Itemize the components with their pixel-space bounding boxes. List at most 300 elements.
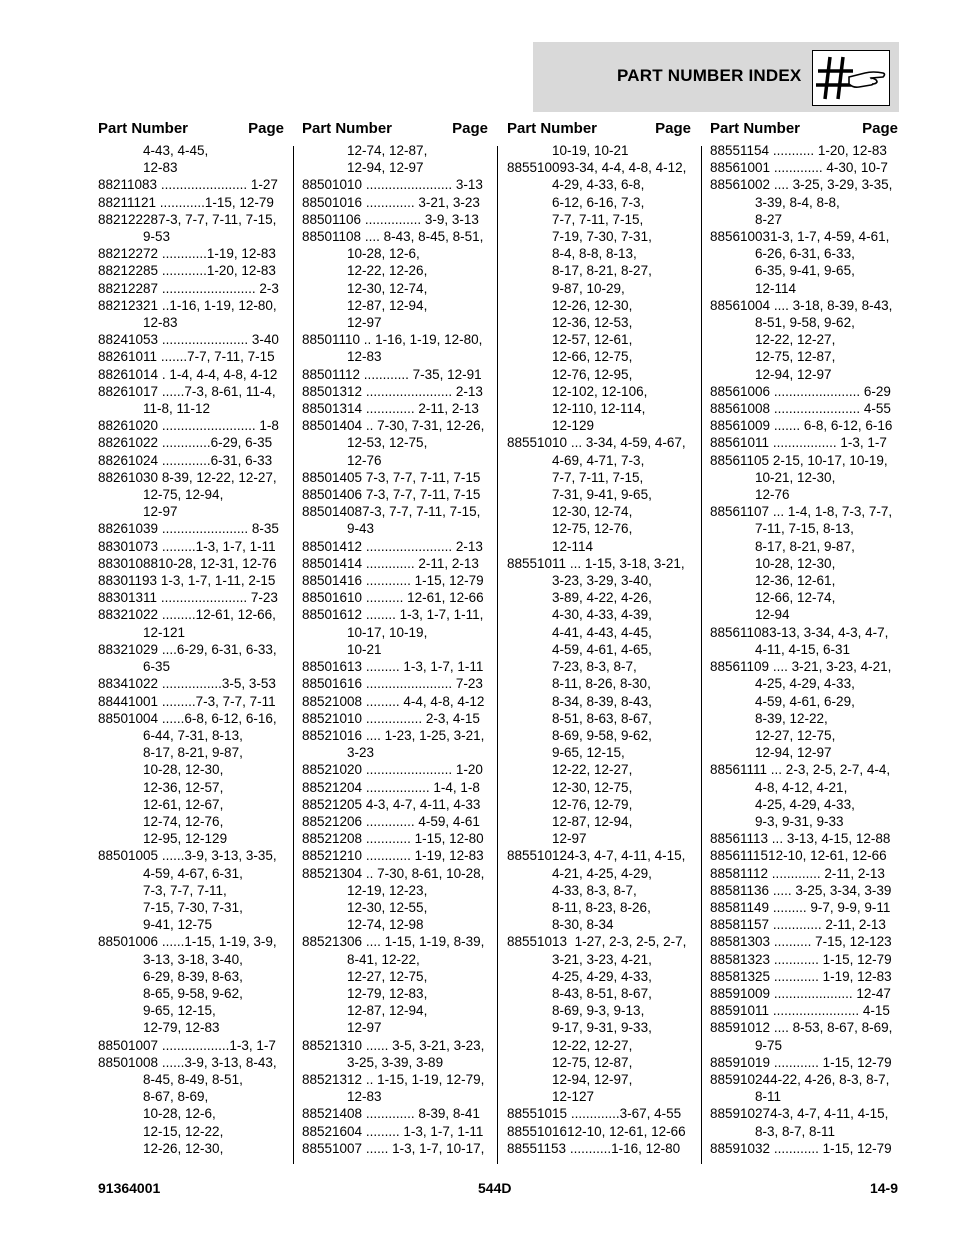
index-entry-line bbox=[98, 434, 284, 451]
index-entry-line bbox=[710, 555, 898, 572]
index-entry-line bbox=[507, 985, 691, 1002]
index-entry-text: 88301193 1-3, 1-7, 1-11, 2-15 bbox=[98, 573, 276, 589]
index-entry-line bbox=[710, 933, 898, 950]
index-entry-line bbox=[98, 194, 284, 211]
index-entry-line bbox=[302, 641, 488, 658]
index-entry-text: 12-94, 12-97, bbox=[507, 1071, 633, 1087]
index-entry-line bbox=[302, 1140, 488, 1157]
index-entry-text: 12-30, 12-74, bbox=[507, 504, 633, 520]
index-entry-line bbox=[302, 1054, 488, 1071]
index-entry-text: 8-34, 8-39, 8-43, bbox=[507, 693, 652, 709]
entry-list bbox=[98, 142, 284, 1157]
index-entry-line bbox=[710, 727, 898, 744]
index-entry-line bbox=[98, 228, 284, 245]
index-entry-line bbox=[507, 1019, 691, 1036]
index-entry-text: 12-53, 12-75, bbox=[302, 435, 428, 451]
index-entry-line bbox=[710, 985, 898, 1002]
index-entry-text: 88551015 .............3-67, 4-55 bbox=[507, 1106, 682, 1122]
index-entry-text: 12-83 bbox=[98, 160, 178, 176]
index-entry-text: 4-21, 4-25, 4-29, bbox=[507, 865, 652, 881]
header-banner bbox=[533, 42, 899, 112]
index-entry-text: 8-41, 12-22, bbox=[302, 951, 420, 967]
index-entry-line bbox=[710, 228, 898, 245]
index-entry-line bbox=[507, 641, 691, 658]
index-entry-line bbox=[507, 280, 691, 297]
index-entry-text: 885610031-3, 1-7, 4-59, 4-61, bbox=[710, 229, 890, 245]
index-entry-line bbox=[98, 262, 284, 279]
index-entry-line bbox=[507, 314, 691, 331]
index-entry-line bbox=[98, 641, 284, 658]
column-divider bbox=[701, 146, 702, 1164]
index-entry-line bbox=[507, 933, 691, 950]
index-entry-line bbox=[302, 985, 488, 1002]
index-entry-text: 6-44, 7-31, 8-13, bbox=[98, 727, 243, 743]
index-entry-text: 12-127 bbox=[507, 1089, 595, 1105]
index-entry-line bbox=[302, 1037, 488, 1054]
index-entry-text: 88501108 .... 8-43, 8-45, 8-51, bbox=[302, 229, 484, 245]
index-entry-line bbox=[507, 486, 691, 503]
index-entry-text: 12-75, 12-87, bbox=[507, 1054, 633, 1070]
index-entry-line bbox=[710, 366, 898, 383]
index-entry-text: 3-89, 4-22, 4-26, bbox=[507, 590, 652, 606]
column-divider bbox=[497, 146, 498, 1164]
index-entry-text: 12-121 bbox=[98, 624, 186, 640]
index-entry-text: 4-41, 4-43, 4-45, bbox=[507, 624, 652, 640]
index-entry-line bbox=[98, 589, 284, 606]
index-entry-text: 7-7, 7-11, 7-15, bbox=[507, 469, 644, 485]
part-number-heading: Part Number bbox=[507, 120, 598, 137]
index-entry-line bbox=[507, 951, 691, 968]
index-entry-text: 88501010 ....................... 3-13 bbox=[302, 177, 483, 193]
index-entry-text: 88551007 ...... 1-3, 1-7, 10-17, bbox=[302, 1140, 485, 1156]
index-entry-line bbox=[98, 727, 284, 744]
index-entry-text: 12-19, 12-23, bbox=[302, 882, 428, 898]
footer-page-number: 14-9 bbox=[869, 1180, 898, 1196]
index-entry-text: 12-22, 12-27, bbox=[507, 762, 633, 778]
index-entry-text: 12-74, 12-76, bbox=[98, 813, 224, 829]
index-entry-line bbox=[507, 916, 691, 933]
index-entry-text: 10-21 bbox=[302, 641, 382, 657]
index-entry-text: 88211083 ....................... 1-27 bbox=[98, 177, 278, 193]
index-entry-line bbox=[710, 847, 898, 864]
index-entry-text: 88212321 ..1-16, 1-19, 12-80, bbox=[98, 297, 277, 313]
index-entry-text: 12-76, 12-79, bbox=[507, 796, 633, 812]
index-entry-text: 88501405 7-3, 7-7, 7-11, 7-15 bbox=[302, 469, 481, 485]
index-entry-text: 88212272 ............1-19, 12-83 bbox=[98, 246, 276, 262]
index-entry-line bbox=[710, 1123, 898, 1140]
index-entry-line bbox=[507, 1123, 691, 1140]
index-entry-text: 12-36, 12-53, bbox=[507, 315, 633, 331]
index-entry-text: 12-57, 12-61, bbox=[507, 332, 633, 348]
index-entry-text: 12-22, 12-27, bbox=[710, 332, 836, 348]
index-entry-text: 6-26, 6-31, 6-33, bbox=[710, 246, 855, 262]
index-entry-line bbox=[98, 1037, 284, 1054]
index-entry-text: 9-43 bbox=[302, 521, 375, 537]
index-entry-text: 88261014 . 1-4, 4-4, 4-8, 4-12 bbox=[98, 366, 278, 382]
index-entry-text: 4-25, 4-29, 4-33, bbox=[710, 676, 855, 692]
index-entry-text: 88561004 .... 3-18, 8-39, 8-43, bbox=[710, 297, 893, 313]
index-entry-text: 885910274-3, 4-7, 4-11, 4-15, bbox=[710, 1106, 889, 1122]
index-entry-line bbox=[98, 400, 284, 417]
index-entry-text: 3-25, 3-39, 3-89 bbox=[302, 1054, 444, 1070]
index-entry-line bbox=[710, 1037, 898, 1054]
index-entry-line bbox=[710, 796, 898, 813]
index-entry-text: 6-35, 9-41, 9-65, bbox=[710, 263, 855, 279]
index-entry-text: 4-59, 4-61, 6-29, bbox=[710, 693, 855, 709]
index-entry-line bbox=[302, 400, 488, 417]
index-entry-text: 3-39, 8-4, 8-8, bbox=[710, 194, 840, 210]
index-entry-text: 4-25, 4-29, 4-33, bbox=[507, 968, 652, 984]
index-entry-line bbox=[302, 951, 488, 968]
index-entry-line bbox=[507, 624, 691, 641]
index-entry-text: 4-11, 4-15, 6-31 bbox=[710, 641, 851, 657]
index-entry-line bbox=[302, 417, 488, 434]
index-entry-text: 88521016 .... 1-23, 1-25, 3-21, bbox=[302, 727, 485, 743]
index-entry-line bbox=[98, 520, 284, 537]
index-entry-line bbox=[710, 899, 898, 916]
index-entry-line bbox=[302, 1088, 488, 1105]
index-entry-line bbox=[710, 297, 898, 314]
index-entry-line bbox=[507, 1071, 691, 1088]
column-header bbox=[98, 118, 284, 140]
index-entry-line bbox=[302, 331, 488, 348]
index-entry-line bbox=[710, 658, 898, 675]
index-entry-text: 12-26, 12-30, bbox=[507, 297, 633, 313]
column-divider bbox=[293, 146, 294, 1164]
index-entry-text: 6-29, 8-39, 8-63, bbox=[98, 968, 243, 984]
index-entry-text: 88521208 ............ 1-15, 12-80 bbox=[302, 831, 484, 847]
index-entry-text: 9-87, 10-29, bbox=[507, 280, 625, 296]
index-entry-text: 885910244-22, 4-26, 8-3, 8-7, bbox=[710, 1071, 890, 1087]
entry-list bbox=[710, 142, 898, 1157]
index-entry-line bbox=[98, 159, 284, 176]
index-entry-line bbox=[98, 796, 284, 813]
index-entry-text: 12-97 bbox=[98, 504, 178, 520]
index-entry-line bbox=[710, 486, 898, 503]
index-entry-line bbox=[98, 985, 284, 1002]
index-entry-line bbox=[98, 1054, 284, 1071]
index-entry-text: 88561001 ............. 4-30, 10-7 bbox=[710, 160, 888, 176]
index-entry-line bbox=[302, 469, 488, 486]
index-entry-text: 9-17, 9-31, 9-33, bbox=[507, 1020, 652, 1036]
index-entry-text: 88501416 ............ 1-15, 12-79 bbox=[302, 573, 484, 589]
index-entry-text: 88561006 ....................... 6-29 bbox=[710, 383, 891, 399]
index-entry-line bbox=[507, 865, 691, 882]
index-entry-text: 88501008 ......3-9, 3-13, 8-43, bbox=[98, 1054, 277, 1070]
index-entry-text: 4-69, 4-71, 7-3, bbox=[507, 452, 645, 468]
index-entry-text: 12-102, 12-106, bbox=[507, 383, 648, 399]
index-entry-line bbox=[302, 710, 488, 727]
index-entry-line bbox=[302, 572, 488, 589]
index-entry-line bbox=[507, 727, 691, 744]
index-entry-line bbox=[710, 675, 898, 692]
index-entry-text: 4-25, 4-29, 4-33, bbox=[710, 796, 855, 812]
index-entry-line bbox=[98, 572, 284, 589]
index-entry-line bbox=[98, 383, 284, 400]
index-entry-text: 88261024 .............6-31, 6-33 bbox=[98, 452, 273, 468]
index-entry-text: 88551011 ... 1-15, 3-18, 3-21, bbox=[507, 555, 685, 571]
index-entry-line bbox=[710, 1054, 898, 1071]
index-entry-text: 12-94, 12-97 bbox=[710, 366, 832, 382]
index-entry-line bbox=[710, 624, 898, 641]
index-entry-line bbox=[507, 710, 691, 727]
index-entry-text: 4-8, 4-12, 4-21, bbox=[710, 779, 848, 795]
index-entry-text: 88301311 ....................... 7-23 bbox=[98, 590, 278, 606]
index-entry-text: 9-3, 9-31, 9-33 bbox=[710, 813, 844, 829]
index-entry-line bbox=[710, 314, 898, 331]
index-entry-text: 8-11, 8-26, 8-30, bbox=[507, 676, 651, 692]
index-entry-text: 8-17, 8-21, 9-87, bbox=[98, 745, 243, 761]
index-entry-text: 10-28, 12-30, bbox=[98, 762, 224, 778]
page-heading: Page bbox=[862, 120, 898, 137]
index-entry-line bbox=[98, 606, 284, 623]
index-entry-line bbox=[98, 1140, 284, 1157]
index-entry-text: 6-35 bbox=[98, 659, 171, 675]
index-entry-text: 12-74, 12-98 bbox=[302, 917, 424, 933]
index-entry-line bbox=[507, 452, 691, 469]
index-entry-line bbox=[710, 1071, 898, 1088]
index-entry-text: 88581136 ..... 3-25, 3-34, 3-39 bbox=[710, 882, 892, 898]
index-entry-line bbox=[98, 658, 284, 675]
index-entry-line bbox=[302, 211, 488, 228]
index-entry-line bbox=[98, 469, 284, 486]
index-entry-text: 8856111512-10, 12-61, 12-66 bbox=[710, 848, 887, 864]
index-entry-text: 10-17, 10-19, bbox=[302, 624, 428, 640]
index-entry-line bbox=[98, 417, 284, 434]
index-entry-line bbox=[710, 710, 898, 727]
index-entry-line bbox=[98, 1002, 284, 1019]
index-entry-text: 88521008 ......... 4-4, 4-8, 4-12 bbox=[302, 693, 485, 709]
index-entry-line bbox=[710, 538, 898, 555]
index-entry-text: 88321022 .........12-61, 12-66, bbox=[98, 607, 276, 623]
index-entry-text: 88501007 ..................1-3, 1-7 bbox=[98, 1037, 276, 1053]
hash-pointing-hand-icon bbox=[812, 50, 890, 106]
index-entry-text: 88501312 ....................... 2-13 bbox=[302, 383, 483, 399]
index-entry-line bbox=[507, 194, 691, 211]
index-entry-line bbox=[507, 572, 691, 589]
index-entry-line bbox=[710, 1140, 898, 1157]
index-entry-line bbox=[507, 297, 691, 314]
index-entry-line bbox=[710, 452, 898, 469]
index-entry-text: 88521020 ....................... 1-20 bbox=[302, 762, 483, 778]
footer-model: 544D bbox=[478, 1180, 512, 1196]
index-entry-line bbox=[710, 245, 898, 262]
index-entry-line bbox=[98, 779, 284, 796]
index-entry-text: 8-65, 9-58, 9-62, bbox=[98, 985, 243, 1001]
index-entry-text: 12-87, 12-94, bbox=[507, 813, 633, 829]
index-entry-text: 88261011 .......7-7, 7-11, 7-15 bbox=[98, 349, 275, 365]
index-entry-text: 88561109 .... 3-21, 3-23, 4-21, bbox=[710, 659, 892, 675]
index-entry-text: 88551154 ........... 1-20, 12-83 bbox=[710, 143, 887, 158]
column-header bbox=[710, 118, 898, 140]
index-entry-line bbox=[710, 606, 898, 623]
index-entry-text: 88501414 ............. 2-11, 2-13 bbox=[302, 555, 479, 571]
index-entry-text: 12-97 bbox=[302, 1020, 382, 1036]
index-entry-text: 88501610 .......... 12-61, 12-66 bbox=[302, 590, 484, 606]
index-entry-text: 12-87, 12-94, bbox=[302, 1003, 428, 1019]
index-entry-text: 12-22, 12-27, bbox=[507, 1037, 633, 1053]
index-entry-text: 88241053 ....................... 3-40 bbox=[98, 332, 279, 348]
index-entry-line bbox=[507, 675, 691, 692]
index-entry-line bbox=[710, 1019, 898, 1036]
index-entry-text: 8-45, 8-49, 8-51, bbox=[98, 1071, 243, 1087]
index-entry-line bbox=[507, 555, 691, 572]
index-entry-text: 88521306 .... 1-15, 1-19, 8-39, bbox=[302, 934, 485, 950]
index-entry-text: 8-30, 8-34 bbox=[507, 917, 614, 933]
index-entry-line bbox=[98, 899, 284, 916]
index-entry-text: 12-97 bbox=[302, 315, 382, 331]
footer-doc-number: 91364001 bbox=[98, 1180, 161, 1196]
index-entry-line bbox=[302, 813, 488, 830]
index-entry-line bbox=[98, 314, 284, 331]
index-entry-line bbox=[507, 417, 691, 434]
index-entry-line bbox=[507, 1037, 691, 1054]
index-entry-text: 88591011 ....................... 4-15 bbox=[710, 1003, 890, 1019]
index-entry-line bbox=[302, 693, 488, 710]
index-entry-text: 12-27, 12-75, bbox=[302, 968, 428, 984]
index-entry-text: 88581303 .......... 7-15, 12-123 bbox=[710, 934, 892, 950]
index-entry-text: 8-11 bbox=[710, 1089, 782, 1105]
index-entry-text: 12-74, 12-87, bbox=[302, 143, 428, 158]
index-entry-line bbox=[98, 813, 284, 830]
index-entry-text: 88581112 ............. 2-11, 2-13 bbox=[710, 865, 885, 881]
index-entry-line bbox=[710, 503, 898, 520]
index-entry-text: 11-8, 11-12 bbox=[98, 401, 211, 417]
index-entry-text: 88341022 ................3-5, 3-53 bbox=[98, 676, 276, 692]
index-entry-text: 12-75, 12-94, bbox=[98, 487, 224, 503]
index-entry-line bbox=[98, 280, 284, 297]
index-entry-text: 88521304 .. 7-30, 8-61, 10-28, bbox=[302, 865, 485, 881]
index-entry-line bbox=[710, 779, 898, 796]
index-entry-line bbox=[98, 1019, 284, 1036]
index-entry-text: 8830108810-28, 12-31, 12-76 bbox=[98, 555, 277, 571]
index-entry-line bbox=[507, 503, 691, 520]
index-entry-text: 88321029 ....6-29, 6-31, 6-33, bbox=[98, 641, 277, 657]
index-entry-line bbox=[507, 693, 691, 710]
index-entry-line bbox=[98, 693, 284, 710]
index-entry-text: 88501112 ............ 7-35, 12-91 bbox=[302, 366, 482, 382]
index-entry-text: 8-51, 9-58, 9-62, bbox=[710, 315, 855, 331]
index-entry-line bbox=[98, 710, 284, 727]
index-entry-text: 12-76, 12-95, bbox=[507, 366, 633, 382]
index-entry-line bbox=[98, 882, 284, 899]
index-entry-text: 4-59, 4-67, 6-31, bbox=[98, 865, 243, 881]
index-entry-text: 88591012 .... 8-53, 8-67, 8-69, bbox=[710, 1020, 893, 1036]
index-entry-line bbox=[302, 348, 488, 365]
index-entry-line bbox=[507, 331, 691, 348]
index-entry-line bbox=[710, 1002, 898, 1019]
index-entry-text: 9-53 bbox=[98, 229, 171, 245]
index-entry-line bbox=[710, 813, 898, 830]
index-entry-line bbox=[507, 211, 691, 228]
index-entry-line bbox=[507, 245, 691, 262]
index-entry-line bbox=[710, 348, 898, 365]
index-entry-line bbox=[507, 159, 691, 176]
index-entry-text: 88521312 .. 1-15, 1-19, 12-79, bbox=[302, 1071, 485, 1087]
index-entry-line bbox=[710, 744, 898, 761]
index-entry-text: 88501106 ............... 3-9, 3-13 bbox=[302, 211, 479, 227]
index-entry-text: 12-97 bbox=[507, 831, 587, 847]
index-entry-text: 3-21, 3-23, 4-21, bbox=[507, 951, 652, 967]
index-entry-text: 3-23 bbox=[302, 745, 375, 761]
index-entry-line bbox=[302, 262, 488, 279]
index-entry-text: 88561113 ... 3-13, 4-15, 12-88 bbox=[710, 831, 891, 847]
index-entry-text: 88501005 ......3-9, 3-13, 3-35, bbox=[98, 848, 277, 864]
page-heading: Page bbox=[452, 120, 488, 137]
index-entry-line bbox=[98, 865, 284, 882]
index-entry-text: 12-83 bbox=[302, 349, 382, 365]
index-entry-text: 88561002 .... 3-25, 3-29, 3-35, bbox=[710, 177, 893, 193]
index-entry-text: 12-15, 12-22, bbox=[98, 1123, 224, 1139]
index-entry-text: 88551153 ...........1-16, 12-80 bbox=[507, 1140, 681, 1156]
index-entry-line bbox=[302, 727, 488, 744]
index-entry-text: 88551013 1-27, 2-3, 2-5, 2-7, bbox=[507, 934, 687, 950]
index-entry-line bbox=[710, 761, 898, 778]
index-entry-line bbox=[302, 142, 488, 159]
index-entry-line bbox=[98, 486, 284, 503]
index-entry-line bbox=[507, 1105, 691, 1122]
index-entry-line bbox=[710, 693, 898, 710]
index-entry-line bbox=[710, 159, 898, 176]
index-entry-text: 7-7, 7-11, 7-15, bbox=[507, 211, 644, 227]
index-entry-line bbox=[302, 796, 488, 813]
index-entry-line bbox=[507, 899, 691, 916]
index-entry-text: 7-11, 7-15, 8-13, bbox=[710, 521, 854, 537]
index-entry-line bbox=[710, 1105, 898, 1122]
index-entry-line bbox=[710, 331, 898, 348]
index-entry-text: 88561008 ....................... 4-55 bbox=[710, 401, 891, 417]
index-entry-line bbox=[302, 761, 488, 778]
index-entry-text: 12-76 bbox=[710, 487, 790, 503]
index-entry-text: 12-94 bbox=[710, 607, 790, 623]
index-entry-text: 12-66, 12-74, bbox=[710, 590, 836, 606]
index-entry-text: 12-30, 12-74, bbox=[302, 280, 428, 296]
index-entry-text: 12-30, 12-55, bbox=[302, 899, 428, 915]
index-entry-line bbox=[302, 434, 488, 451]
index-entry-line bbox=[98, 968, 284, 985]
index-entry-text: 8-69, 9-3, 9-13, bbox=[507, 1003, 645, 1019]
index-entry-text: 8-17, 8-21, 8-27, bbox=[507, 263, 652, 279]
index-entry-text: 12-76 bbox=[302, 452, 382, 468]
entry-list bbox=[507, 142, 691, 1157]
index-entry-text: 10-28, 12-30, bbox=[710, 555, 836, 571]
index-entry-text: 12-94, 12-97 bbox=[710, 745, 832, 761]
index-entry-line bbox=[710, 434, 898, 451]
index-entry-text: 4-33, 8-3, 8-7, bbox=[507, 882, 637, 898]
index-entry-line bbox=[302, 830, 488, 847]
index-entry-line bbox=[98, 297, 284, 314]
index-entry-text: 88561105 2-15, 10-17, 10-19, bbox=[710, 452, 888, 468]
index-entry-text: 12-36, 12-57, bbox=[98, 779, 224, 795]
index-entry-text: 882122287-3, 7-7, 7-11, 7-15, bbox=[98, 211, 277, 227]
index-entry-text: 88261030 8-39, 12-22, 12-27, bbox=[98, 469, 277, 485]
index-entry-line bbox=[507, 348, 691, 365]
index-entry-line bbox=[710, 865, 898, 882]
index-entry-text: 88501613 ......... 1-3, 1-7, 1-11 bbox=[302, 659, 484, 675]
index-entry-text: 88501110 .. 1-16, 1-19, 12-80, bbox=[302, 332, 483, 348]
index-entry-text: 12-129 bbox=[507, 418, 595, 434]
index-entry-text: 88211121 ............1-15, 12-79 bbox=[98, 194, 274, 210]
index-entry-text: 9-65, 12-15, bbox=[98, 1003, 216, 1019]
index-entry-line bbox=[98, 1071, 284, 1088]
index-entry-line bbox=[302, 159, 488, 176]
index-entry-line bbox=[710, 830, 898, 847]
index-entry-line bbox=[98, 624, 284, 641]
index-entry-line bbox=[507, 1140, 691, 1157]
index-entry-line bbox=[507, 779, 691, 796]
index-entry-text: 885510124-3, 4-7, 4-11, 4-15, bbox=[507, 848, 686, 864]
index-entry-text: 88521206 ............. 4-59, 4-61 bbox=[302, 813, 480, 829]
